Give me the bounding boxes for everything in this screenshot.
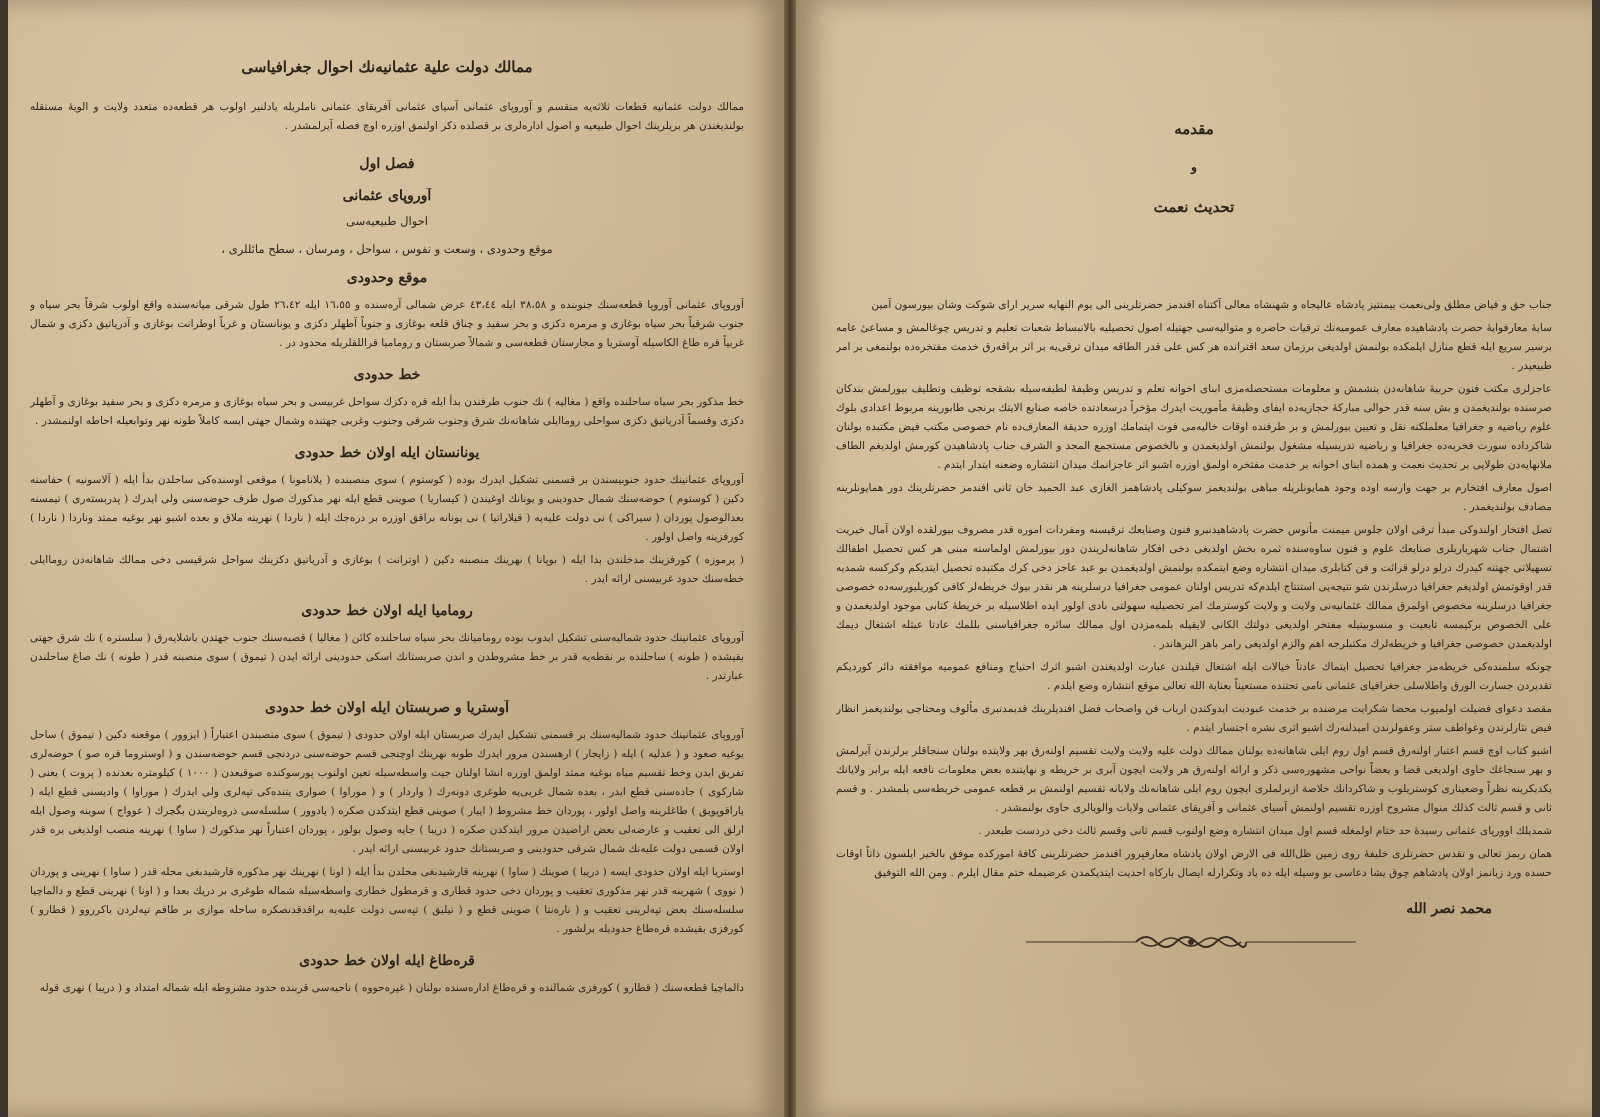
section-paragraph: آوروپاى عثمانينك حدود شماليه‌سنى تشكيل ايدوب بوده روماميانك بحر سياه ساحلنده كائن ( مغاليا ) قصبه‌سنك جنوب جهتدن باشلايه‌رق ( سلستره ) نك شرق جهتى بقيشده ( طونه ) ساحلنده بر نقطه‌يه قدر بر خط مشروطدن و اندن صربستانك اسكى حدودينى ارائه ايدن ( تيموق ) سوى منصبنه قدر ( طونه ) نك صاغ ساحلندن عبارتدر . [30, 632, 744, 682]
preface-paragraph: چونكه سلمنده‌كى خريطه‌مز جغرافيا تحصيل ايتماك عادتاً خيالات ايله اشتغال قيلندن عبارت اولديغندن اشبو اثرك احتياج ومنافع عموميه موافقته دائر كورديكم تقديردن جسارت الورق واطلاسلى جغرافياى عثمانى نامى تحتنده مستعيناً بعناية الله تعالى موقع انتشاره وضع ايلدم . [836, 661, 1552, 692]
section-heading: آوستريا و صربستان ايله اولان خط حدودى [264, 700, 509, 716]
preface-paragraph: شمديلك اوورپاى عثمانى رسيدهٔ حد ختام اولمغله قسم اول ميدان انتشاره وضع اولنوب قسم ثانى وقسم ثالث دخى دردست طبعدر . [978, 825, 1552, 837]
topics-line: موقع وحدودى ، وسعت و نفوس ، سواحل ، ومرسان ، سطح مائللرى ، [221, 242, 553, 256]
right-page [796, 0, 1592, 1117]
preface-paragraph: جناب حق و فياض مطلق ولى‌نعمت بيمنتيز پادشاه عاليجاه و شهنشاه معالى آكتناه افندمز حضرتلرينى الى يوم النهايه سرير اراى شوكت وشان بيورسون آمين [871, 299, 1552, 311]
section-heading: خط حدودى [353, 367, 421, 383]
physical-subheading: احوال طبيعيه‌سى [346, 214, 428, 228]
preface-paragraph: سايهٔ معارفوايهٔ حضرت پادشاهيده معارف عموميه‌نك ترقيات حاضره و متواليه‌سى جهتيله اصول تحصيليه بالانبساط شعبات تعليم و تدريس چوغالمش و مساعىٔ عامه برسير سريع ايله قطع منازل ايلمكده بولنمش اولديغى برزمان سعد اقترانده هر كس على قدر الطاقه ميدان ترقى‌يه بر اثر براقەرق خدمت مفتخره‌ده بولنمغى بر امر طبيعيدر . [836, 322, 1552, 372]
section-paragraph: آوروپاى عثمانى آوروپا قطعه‌سنك جنوبنده و ٣٨،٥٨ ايله ٤٣،٤٤ عرض شمالى آره‌سنده و ١٦،٥٥ ايله ٢٦،٤٢ طول شرقى ميانه‌سنده واقع اولوب شرقاً بحر سياه و جنوب شرقياً بحر سياه بوغازى و مرمره دكزى و بحر سفيد و چناق قلعه بوغازى و جنوباً آطهلر دكزى و يونانستان و غرباً اوطرانت بوغازى و آدرياتيق دكزى و شمال غربياً قره طاغ الكاسيله آوستريا و مجارستان قطعه‌سى و شمالاً صربستان و روماميا قراللقلريله محدود در . [30, 299, 744, 349]
section-paragraph: اوستريا ايله اولان حدودى ايسه ( دريبا ) صوينك ( ساوا ) نهرينه قارشيدبغى محلدن بدأ ايله ( اونا ) نهرينك نهر مذكوره قارشيدبغى محله قدر ( ساوا ) نهرينى و پوردان ( نووى ) شهرينه قدر نهر مذكورى تعقيب و پوردان دخى حدود قطارى و قرمطول خطارى واسطه‌سيله شماله طوغرى بر دريك بعدا و ( اونا ) نهرينى قطع و دالماچيا سلسله‌سنك بعض تپه‌لرينى تعقيب و ( نارەنتا ) صوينى قطع و ( تيليق ) تپه‌سى دولت عليه‌يه براقدقدنصكره ساحله موازى بر طاقم تپه‌لردن باكرروو ( قطارو ) كورفزى بقيشده قره‌طاغ حدوديله برلشور . [30, 866, 744, 935]
preface-paragraph: اشبو كتاب اوچ قسم اعتبار اولنه‌رق قسم اول روم ايلى شاهانه‌ده بولنان ممالك دولت عليه ولايت ولايت تقسيم اولنه‌رق بهر ولايتده بولنان سنجاقلر برلرندن آيرلمش و بهر سنجاغك حاوى اولديغى قضا و بعضاً نواحى مشهوره‌سى ذكر و ارائه اولنه‌رق هر ولايت ايچون آيرى بر خريطه و نهايتنده بعض معلومات نافعه ايله برابر ولايانك يكديكرينه نظراً وضعيتارى كوستريلوب و شاكردانك خلاصة ازبرلملرى ايچون روم ايلى شاهانه‌نك ولايانه تقسيم اولنمش بر قطعه عمومى خريطه‌سى يلمشدر . و قسم ثانى و قسم ثالث كذلك منوال مشروح اوزره تقسيم اولنمش آسياى عثمانى و آفريقاى عثمانى ولايات والويالرى حاوى بولنمشدر . [836, 745, 1552, 814]
left-page [8, 0, 784, 1117]
preface-title: مقدمه [1174, 120, 1214, 138]
section-paragraph: خط مذكور بحر سياه ساحلنده واقع ( مغاليه ) نك جنوب طرفندن بدأ ايله قره دكزك سواحل غربيسى و بحر سياه بوغازى و مرمره دكزى و بحر سفيد بوغازى و آطهلر دكزى وقسماً آدرياتيق دكزى سواحلى روماايلى شاهانه‌نك شرق وجنوب شرقى وجنوب وغربى جهتنده وشمال جهتى ايسه كاملاً طونه نهر وتوابعيله احاطه اولنمشدر . [30, 396, 744, 427]
preface-paragraph: اصول معارف افتخارم بر جهت وارسه اوده وجود همايونلريله مباهى بولنديغمز سوكيلى پادشاهمز الغازى عبد الحميد خان ثانى افندمز حضرتلرينك دور همايونلرينه مصادف بولنديغمدر . [836, 482, 1552, 513]
gratitude-title: تحديث نعمت [1153, 198, 1235, 216]
section-paragraph: دالماچيا قطعه‌سنك ( قطارو ) كورفزى شمالنده و قره‌طاغ اداره‌سنده بولنان ( غيره‌حووه ) ناحيه‌سى قربنده حدود مشروطه ايله شماله امتداد و ( دريبا ) نهرى قوله‌ [39, 982, 744, 994]
intro-paragraph: ممالك دولت عثمانيه قطعات ثلاثه‌يه منقسم و آوروپاى عثمانى آسياى عثمانى آفريقاى عثمانى ناملريله يادلنير اولوب هر قطعه‌ده متعدد ولايت و الويهٔ مستقله بولنديغندن هر بريلرينك احوال طبيعيه و اصول اداره‌لرى بر قصلده ذكر اولنمق اوزره اوچ فصله آيرلمشدر . [30, 101, 744, 132]
section-heading: موقع وحدودى [346, 270, 428, 286]
section-heading: قره‌طاغ ايله اولان خط حدودى [299, 953, 475, 969]
ornament-divider-icon [1026, 930, 1356, 954]
right-page-content [836, 100, 1552, 917]
section-heading: يونانستان ايله اولان خط حدودى [294, 445, 480, 461]
region-heading: آوروپاى عثمانى [342, 188, 432, 204]
preface-conjunction: و [1191, 160, 1197, 174]
preface-paragraph: تصل افتخار اولندوكى مبدأ ترقى اولان جلوس ميمنت مأنوس حضرت پادشاهيدنبرو فنون وصنايعك ترقيسنه ومفردات اموره قدر مصروف بيورلقده اولان آمال خيريت اشتمال جناب شهرياريلرى صنايعك علوم و فنون ساوه‌سنده ثمره بخش اولديغى دخى افكار شاهانه‌لريندن دور بيورلمش اولماسنه مبنى هر كس تحصيل اطفالك تسهيلاتى جهتنه كيدرك درلو درلو قرائت و فن كتابلرى ميدان انتشاره وضع ايتمكده بولنمش اولديغمدن بو عبد عاجز دخى كرك مكتبده تحصيل ايتديكم وكركسه شمديه قدر اوقوتمش اولديغم جغرافيا درسلرندن شو نتيجه‌يى استنتاج ايلدم‌كه تدريس اولنان عمومى جغرافيا درسلرينه هر نقدر بيوك خريطه‌لر كافى كوريليورسه‌ده خصوصى جغرافيا درسلرينه مخصوص اولمرق ممالك عثمانيه‌نى ولايت و ولايت كوسترمك امر تحصيليه سهولتى بادى اولور ايده اطلاسيله بر خريطهٔ كتابى موجود اولديغمدن و على الخصوص بركيمسه تابعيت و منسوبيتيله مفتخر اولديغى دولتك الكانى لايقيله بلمه‌مزدن اول ممالك سائره جغرافياسنى بللمك عادتا عبثله اشتغال ديمك اولديغمدن خصوصى جغرافيا و خريطه‌لرك مكتبلرجه اهم والزم اولديغى رامر باهر البرهاندر . [836, 524, 1552, 650]
section-heading: روماميا ايله اولان خط حدودى [301, 603, 473, 619]
section-paragraph: آوروپاى عثمانينك حدود شماليه‌سنك بر قسمنى تشكيل ايدرك صربستان ايله اولان حدودى ( تيموق ) سوى منصبندن اعتباراً ( ايزوور ) موقعنه دكين ( تيموق ) ساحل يوغيه صعود و ( عدليه ) ايله ( زايجار ) ارهسندن مرور ايدرك طونه نهرينك اوچنجى قسم حوضه‌سنى دردنجى قسم حوضه‌سندن و ( اوستروما قره صو ) حوضه‌لرى تفريق ايدن وخط تقسيم مياه بوغيه ممتد اولمق اوزره انشا اولنان جيت واسطه‌سيله تعين اولنوب پورسوكنده صوقيعدن ( ١٠٠٠ ) كيلومتره بعدنده ( پروت ) يعنى ( شاركوى ) جادەسنى قطع ايدر ، بعده شمال غربى‌يه طوغرى دونه‌رك ( واردار ) و ( موراوا ) صوارى يتنده‌كى تپه‌لرى ولى ايدرك ( موراوا ) واديسنى قطع ايله ( ياراقوپويق ) طاغلرينه واصل اولور ، پوردان خط مشروط ( ايبار ) صوينى قطع ايتدكدن صكره ( يادوور ) سلسله‌سى ذروه‌لريندن بگچرك ( عوواج ) سوينه وصول ايله ارلق الى تعقيب و عارضه‌لى بعض اراضيدن مرور ايتدكدن صكره ( دريبا ) جايه وصول بولور ، پوردان اعتباراً نهر مذكورك ( ساوا ) نهرينه منصب اولديغى يره قدر اولان قسمى دولت عليه‌نك شمال شرقى حدودينى و صربستانك حدود غربيسنى ارائه ايدر . [30, 729, 744, 855]
preface-paragraph: مقصد دعواى فضيلت اولميوب محضا شكرايت مرضنده بر خدمت عبوديت ايدوكندن ارباب فن واصحاب فضل افنديلرينك قديمدنبرى مألوف ومحتاجى بولنديغمز انظار فيض نثارلرندن وعواطف ستر وعفولرندن اميدلنه‌رك اشبو اثرى نشره اجتسار ايتدم . [836, 703, 1552, 734]
author-signature: محمد نصر الله [1406, 901, 1492, 917]
left-page-content [30, 40, 744, 1002]
preface-paragraph: همان ربمز تعالى و تقدس حضرتلرى خليفهٔ روى زمين ظل‌الله فى الارض اولان پادشاه معارفپرور افندمز حضرتلرينى كافهٔ اموركده موفق بالخير ايلسون ذاتاً اوقات حسده ورد زبانمز اولان پادشاهم چوق يشا دعاسى بو وسيله ايله ده ياد وتكرارله ايصال باركاه احديت ايتديكمدن عرضيمله ختم مقال ايلرم . ومن الله التوفيق [836, 848, 1552, 879]
page-title: ممالك دولت علية عثمانيه‌نك احوال جغرافياسى [241, 58, 533, 76]
preface-paragraph: عاجزلرى مكتب فنون حربيهٔ شاهانه‌دن يتشمش و معلومات مستحصله‌مزى ابناى اخوانه تعلم و تدريس وظيفهٔ لطيفه‌سيله بشقجه توظيف وتطليف بيورلمش بندكان صرسنده بولنديغمدن و بش سنه قدر حوالى مباركهٔ حجازيه‌ده ايفاى وظيفهٔ مأموريت ايدرك مؤخراً درسعادتده خاصه صنايع الايتك برنجى طابورينه مربوط اعدادى بلوك علوم رياضيه و جغرافيا معلملكنه نقل و تعيين بيورلمش و بر طرفنده اوقات خاليه‌مى فوت ايتمامك اوزره حديقة المعارف‌ده نام خصوصى مكتب فيض مكتبده بولنان شاكرداده سورت فخريه‌ده جغرافيا و رياضيه تدريسيله مشغول بولنمش اولديغمدن و بالخصوص مستجمع المجد و الشرف جناب پادشاهيدن كورمش اولديغم الطاف ملانهايه‌دن طولايى بر تحديث نعمت و همده ابناى اخوانه بر خدمت مفتخره اولمق اوزره اشبو اثر عاجزانمك ميدان انتشاره وضعنه ابتدار ايتدم . [836, 383, 1552, 471]
book-gutter [784, 0, 796, 1117]
chapter-heading: فصل اول [359, 156, 415, 172]
section-paragraph: ( پرموزه ) كورفزينك مدخلندن بدا ايله ( بوپانا ) نهرينك منصبنه دكين ( اوترانت ) بوغازى و آدرياتيق دكزينك سواحل شرقيسى دخى ممالك شاهانه‌دن روماايلى خطه‌سنك حدود غربيسنى ارائه ايدر . [30, 554, 744, 585]
section-paragraph: آوروپاى عثمانينك حدود جنوبيسندن بر قسمنى تشكيل ايدرك بوده ( كوستوم ) سوى منصبنده ( يلانامونا ) موقعى اوسنده‌كى ساحلدن بدأ ايله ( آلاسونيه ) حفاسنه دكين ( كوستوم ) حوضه‌سنك شمال حدودينى و يونانك اوغيندن ( كيساريا ) صوينى قطع ايله نهر مذكورك صول طرف حوضه‌سنى ولى ايدرك ( پدربسته‌رى ) تيمسنه بعدالوصول پوردان ( سيراكى ) نى دولت عليه‌يه ( قيلاراتيا ) نى يونانه براقق اوزره بر دره‌جك ايله ( ناردا ) نهرينه ملاق و بعده اشبو نهر بوغيه ممتد وناردا ( ناردا ) كورفزينه واصل اولور . [30, 474, 744, 543]
